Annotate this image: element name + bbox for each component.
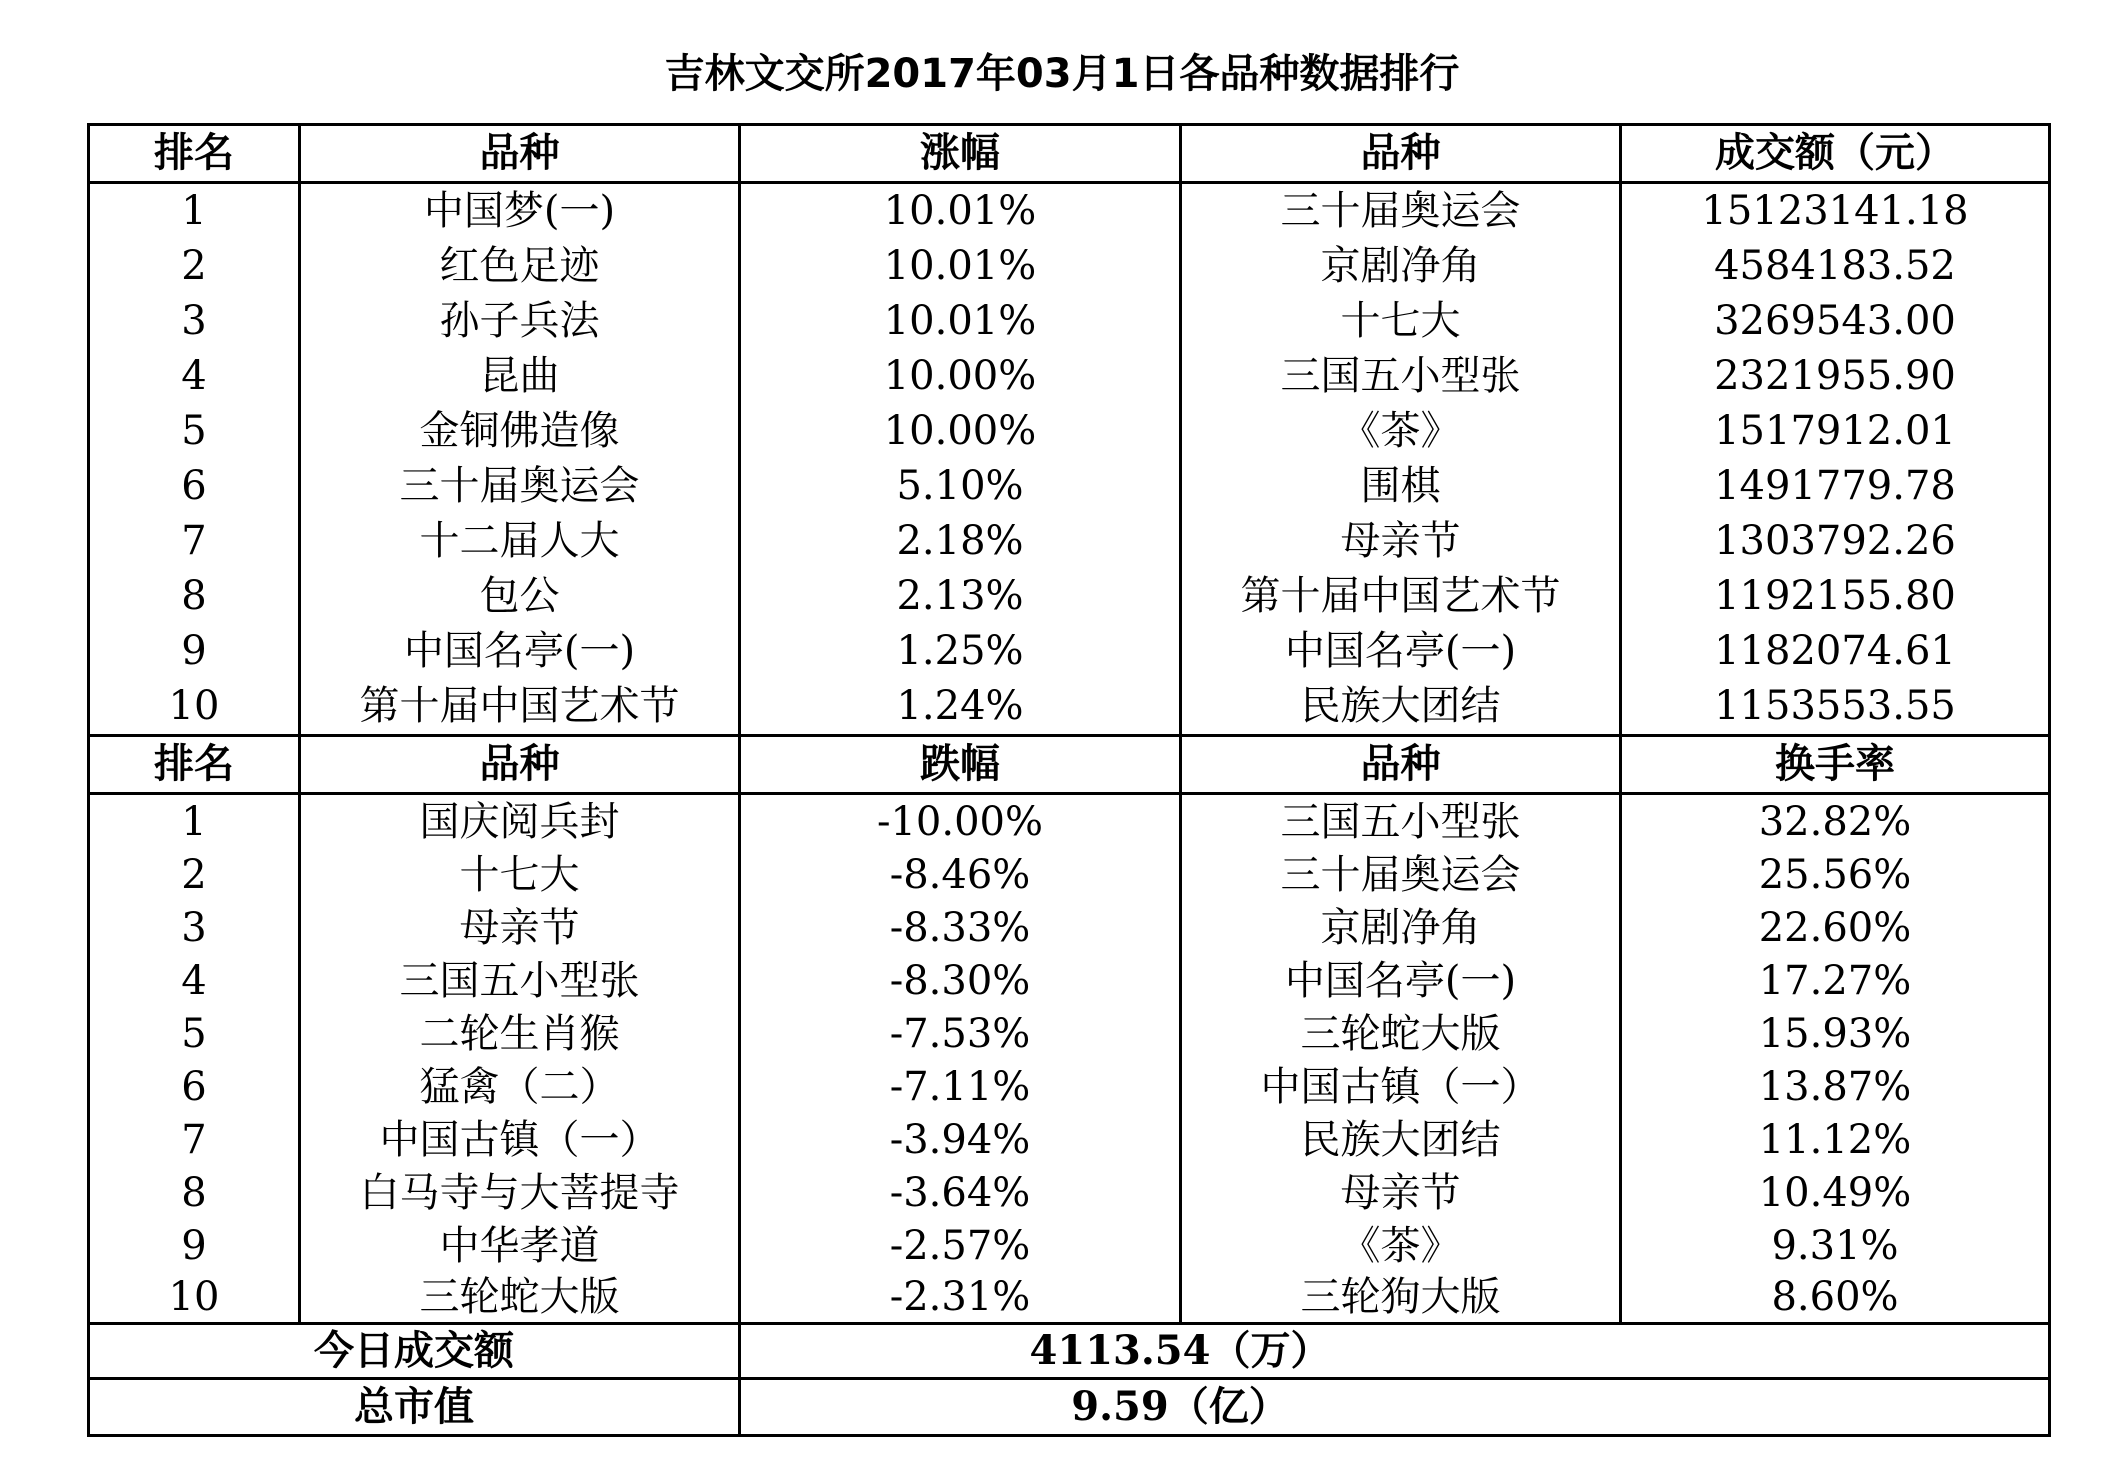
variety-cell: 母亲节	[459, 905, 580, 951]
header-variety: 品种	[479, 741, 560, 787]
rank-cell: 10	[168, 683, 220, 729]
variety-cell: 第十届中国艺术节	[1240, 573, 1561, 619]
summary-row-turnover	[90, 1325, 2048, 1380]
variety-cell: 三轮蛇大版	[1300, 1011, 1501, 1057]
gain-cell: 10.01%	[883, 298, 1037, 344]
variety-cell: 母亲节	[1340, 1170, 1461, 1216]
gain-cell: 1.25%	[896, 628, 1024, 674]
summary-row-market-cap	[90, 1380, 2048, 1434]
table-row	[90, 795, 2048, 850]
variety-cell: 中国名亭(一)	[403, 628, 636, 674]
table-row	[90, 239, 2048, 294]
rank-cell: 5	[181, 1011, 207, 1057]
variety-cell: 红色足迹	[439, 243, 600, 289]
turnover-cell: 17.27%	[1758, 958, 1912, 1004]
variety-cell: 十七大	[1340, 298, 1461, 344]
rank-cell: 7	[181, 518, 207, 564]
today-volume-value: 4113.54（万）	[1029, 1327, 1331, 1374]
variety-cell: 金铜佛造像	[419, 408, 620, 454]
header-loss: 跌幅	[920, 741, 1000, 787]
loss-cell: -8.33%	[889, 905, 1031, 951]
table-row	[90, 459, 2048, 514]
variety-cell: 中国古镇（一）	[1260, 1064, 1541, 1110]
header-variety: 品种	[479, 130, 560, 176]
variety-cell: 京剧净角	[1320, 243, 1481, 289]
variety-cell: 三十届奥运会	[1280, 852, 1521, 898]
rank-cell: 6	[181, 463, 207, 509]
table-row	[90, 1007, 2048, 1062]
header-rank: 排名	[154, 130, 234, 176]
market-cap-value: 9.59（亿）	[1071, 1383, 1289, 1430]
loss-cell: -3.64%	[889, 1170, 1031, 1216]
variety-cell: 昆曲	[479, 353, 560, 399]
top-header-row	[90, 126, 2048, 184]
loss-cell: -2.31%	[889, 1274, 1031, 1320]
variety-cell: 三十届奥运会	[1280, 188, 1521, 234]
gain-cell: 10.00%	[883, 408, 1037, 454]
variety-cell: 三十届奥运会	[399, 463, 640, 509]
variety-cell: 三国五小型张	[399, 958, 640, 1004]
amount-cell: 1182074.61	[1714, 628, 1956, 674]
loss-cell: -8.30%	[889, 958, 1031, 1004]
amount-cell: 4584183.52	[1714, 243, 1956, 289]
rank-cell: 3	[181, 298, 207, 344]
rank-cell: 1	[181, 188, 207, 234]
header-variety: 品种	[1360, 130, 1441, 176]
header-variety: 品种	[1360, 741, 1441, 787]
amount-cell: 3269543.00	[1714, 298, 1956, 344]
gain-cell: 10.01%	[883, 243, 1037, 289]
variety-cell: 中国梦(一)	[423, 188, 616, 234]
variety-cell: 中国名亭(一)	[1284, 628, 1517, 674]
rank-cell: 4	[181, 353, 207, 399]
variety-cell: 猛禽（二）	[419, 1064, 620, 1110]
amount-cell: 1192155.80	[1714, 573, 1956, 619]
table-row	[90, 1113, 2048, 1168]
table-row	[90, 679, 2048, 734]
rank-cell: 4	[181, 958, 207, 1004]
loss-cell: -10.00%	[876, 799, 1044, 845]
variety-cell: 京剧净角	[1320, 905, 1481, 951]
variety-cell: 《茶》	[1340, 1223, 1461, 1269]
amount-cell: 15123141.18	[1701, 188, 1969, 234]
gain-cell: 2.18%	[896, 518, 1024, 564]
table-row	[90, 1272, 2048, 1325]
amount-cell: 1303792.26	[1714, 518, 1956, 564]
loss-cell: -2.57%	[889, 1223, 1031, 1269]
variety-cell: 十七大	[459, 852, 580, 898]
turnover-cell: 8.60%	[1771, 1274, 1899, 1320]
header-gain: 涨幅	[920, 130, 1000, 176]
variety-cell: 《茶》	[1340, 408, 1461, 454]
rank-cell: 1	[181, 799, 207, 845]
amount-cell: 1491779.78	[1714, 463, 1956, 509]
rank-cell: 9	[181, 628, 207, 674]
table-row	[90, 404, 2048, 459]
turnover-cell: 25.56%	[1758, 852, 1912, 898]
table-row	[90, 184, 2048, 239]
page-title: 吉林文交所2017年03月1日各品种数据排行	[664, 51, 1460, 97]
variety-cell: 包公	[479, 573, 560, 619]
loss-cell: -3.94%	[889, 1117, 1031, 1163]
variety-cell: 二轮生肖猴	[419, 1011, 620, 1057]
variety-cell: 围棋	[1360, 463, 1441, 509]
rank-cell: 2	[181, 852, 207, 898]
gain-cell: 1.24%	[896, 683, 1024, 729]
amount-cell: 1517912.01	[1714, 408, 1956, 454]
gain-cell: 10.00%	[883, 353, 1037, 399]
variety-cell: 母亲节	[1340, 518, 1461, 564]
amount-cell: 2321955.90	[1714, 353, 1956, 399]
header-amount: 成交额（元）	[1715, 130, 1955, 176]
gain-cell: 10.01%	[883, 188, 1037, 234]
rank-cell: 8	[181, 573, 207, 619]
variety-cell: 三轮蛇大版	[419, 1274, 620, 1320]
bottom-header-row	[90, 734, 2048, 795]
turnover-cell: 22.60%	[1758, 905, 1912, 951]
turnover-cell: 11.12%	[1758, 1117, 1912, 1163]
rank-cell: 6	[181, 1064, 207, 1110]
table-row	[90, 848, 2048, 903]
turnover-cell: 10.49%	[1758, 1170, 1912, 1216]
loss-cell: -8.46%	[889, 852, 1031, 898]
table-row	[90, 294, 2048, 349]
market-cap-label: 总市值	[354, 1384, 474, 1430]
gain-cell: 2.13%	[896, 573, 1024, 619]
table-row	[90, 1060, 2048, 1115]
rank-cell: 8	[181, 1170, 207, 1216]
variety-cell: 三国五小型张	[1280, 799, 1521, 845]
variety-cell: 第十届中国艺术节	[359, 683, 680, 729]
variety-cell: 国庆阅兵封	[419, 799, 620, 845]
variety-cell: 孙子兵法	[439, 298, 600, 344]
rank-cell: 3	[181, 905, 207, 951]
table-row	[90, 349, 2048, 404]
turnover-cell: 9.31%	[1771, 1223, 1899, 1269]
table-row	[90, 901, 2048, 956]
amount-cell: 1153553.55	[1714, 683, 1956, 729]
table-row	[90, 954, 2048, 1009]
variety-cell: 三国五小型张	[1280, 353, 1521, 399]
loss-cell: -7.11%	[889, 1064, 1031, 1110]
variety-cell: 三轮狗大版	[1300, 1274, 1501, 1320]
loss-cell: -7.53%	[889, 1011, 1031, 1057]
variety-cell: 民族大团结	[1300, 1117, 1501, 1163]
gain-cell: 5.10%	[896, 463, 1024, 509]
table-row	[90, 569, 2048, 624]
table-row	[90, 1219, 2048, 1274]
rank-cell: 2	[181, 243, 207, 289]
rank-cell: 7	[181, 1117, 207, 1163]
header-turnover: 换手率	[1775, 741, 1895, 787]
table-row	[90, 514, 2048, 569]
turnover-cell: 15.93%	[1758, 1011, 1912, 1057]
header-rank: 排名	[154, 741, 234, 787]
rank-cell: 10	[168, 1274, 220, 1320]
turnover-cell: 13.87%	[1758, 1064, 1912, 1110]
rank-cell: 9	[181, 1223, 207, 1269]
table-row	[90, 1166, 2048, 1221]
variety-cell: 中国名亭(一)	[1284, 958, 1517, 1004]
rank-cell: 5	[181, 408, 207, 454]
ranking-table	[87, 123, 2051, 1437]
variety-cell: 白马寺与大菩提寺	[359, 1170, 680, 1216]
variety-cell: 十二届人大	[419, 518, 620, 564]
variety-cell: 中华孝道	[439, 1223, 600, 1269]
turnover-cell: 32.82%	[1758, 799, 1912, 845]
variety-cell: 民族大团结	[1300, 683, 1501, 729]
variety-cell: 中国古镇（一）	[379, 1117, 660, 1163]
today-volume-label: 今日成交额	[314, 1328, 514, 1374]
table-row	[90, 624, 2048, 679]
